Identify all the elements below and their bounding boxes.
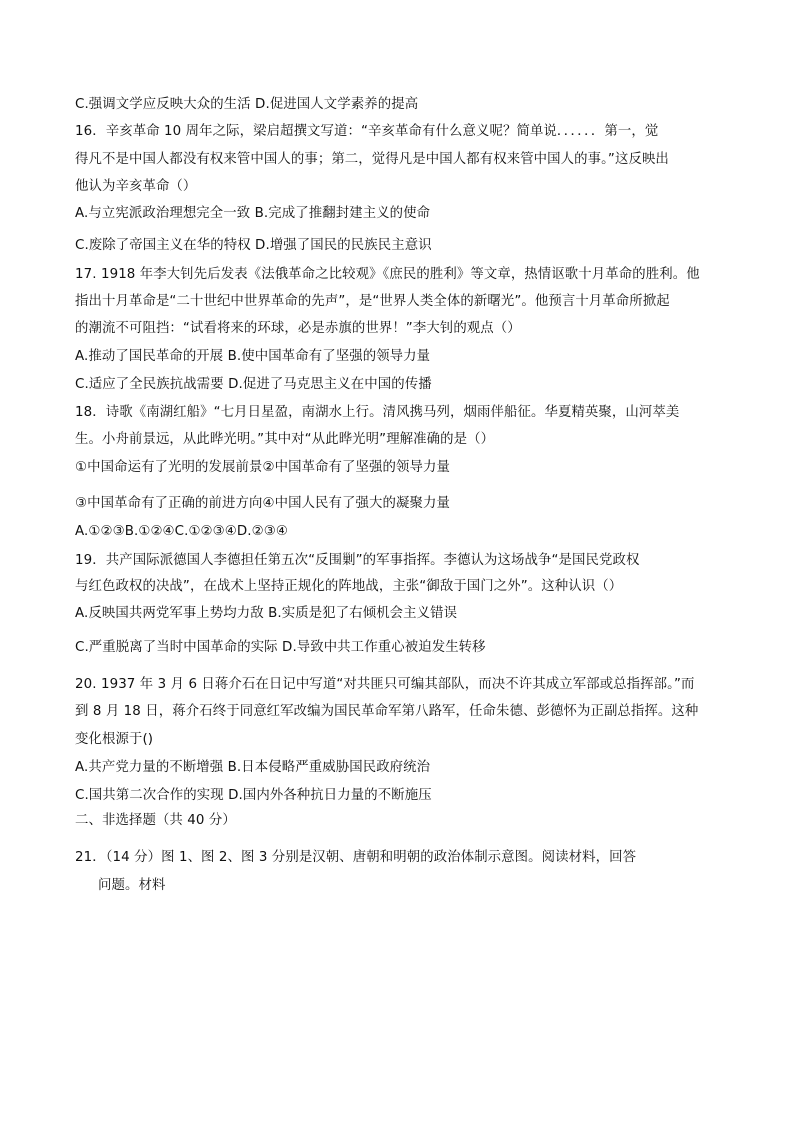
q17-stem-line-2: 指出十月革命是“二十世纪中世界革命的先声”，是“世界人类全体的新曙光”。他预言十月革命所掀起 xyxy=(75,294,670,309)
q18-stem-line-2: 生。小舟前景远，从此晔光明。”其中对“从此晔光明”理解准确的是（） xyxy=(75,432,495,447)
section-2-title: 二、非选择题（共 40 分） xyxy=(75,813,236,828)
q18-options: A.①②③B.①②④C.①②③④D.②③④ xyxy=(75,524,288,539)
q19-stem-line-1: 19．共产国际派德国人李德担任第五次“反围剿”的军事指挥。李德认为这场战争“是国民党政权 xyxy=(75,553,640,568)
q18-items-3-4: ③中国革命有了正确的前进方向④中国人民有了强大的凝聚力量 xyxy=(75,496,450,511)
q17-stem-line-3: 的潮流不可阻挡：“试看将来的环球，必是赤旗的世界！”李大钊的观点（） xyxy=(75,321,521,336)
q16-options-cd: C.废除了帝国主义在华的特权 D.增强了国民的民族民主意识 xyxy=(75,238,432,253)
q19-options-ab: A.反映国共两党军事上势均力敌 B.实质是犯了右倾机会主义错误 xyxy=(75,606,458,621)
q20-options-ab: A.共产党力量的不断增强 B.日本侵略严重威胁国民政府统治 xyxy=(75,760,431,775)
q18-stem-line-1: 18．诗歌《南湖红船》“七月日星盈，南湖水上行。清风携马列，烟雨伴船征。华夏精英聚，山河萃美 xyxy=(75,405,680,420)
q17-stem-line-1: 17. 1918 年李大钊先后发表《法俄革命之比较观》《庶民的胜利》等文章，热情讴歌十月革命的胜利。他 xyxy=(75,267,700,282)
q21-stem-line-2: 问题。材料 xyxy=(98,878,166,893)
q20-stem-line-1: 20. 1937 年 3 月 6 日蒋介石在日记中写道“对共匪只可编其部队，而决不许其成立军部或总指挥部。”而 xyxy=(75,677,695,692)
q16-stem-line-2: 得凡不是中国人都没有权来管中国人的事；第二，觉得凡是中国人都有权来管中国人的事。”这反映出 xyxy=(75,152,669,167)
q16-stem-line-3: 他认为辛亥革命（） xyxy=(75,179,197,194)
q21-stem-line-1: 21．（14 分）图 1、图 2、图 3 分别是汉朝、唐朝和明朝的政治体制示意图。阅读材料，回答 xyxy=(75,850,637,865)
q19-options-cd: C.严重脱离了当时中国革命的实际 D.导致中共工作重心被迫发生转移 xyxy=(75,640,486,655)
q17-options-ab: A.推动了国民革命的开展 B.使中国革命有了坚强的领导力量 xyxy=(75,349,431,364)
q17-options-cd: C.适应了全民族抗战需要 D.促进了马克思主义在中国的传播 xyxy=(75,377,432,392)
q20-stem-line-3: 变化根源于() xyxy=(75,732,154,747)
q19-stem-line-2: 与红色政权的决战”，在战术上坚持正规化的阵地战，主张“御敌于国门之外”。这种认识（） xyxy=(75,579,623,594)
q20-options-cd: C.国共第二次合作的实现 D.国内外各种抗日力量的不断施压 xyxy=(75,788,432,803)
q16-options-ab: A.与立宪派政治理想完全一致 B.完成了推翻封建主义的使命 xyxy=(75,206,431,221)
q18-items-1-2: ①中国命运有了光明的发展前景②中国革命有了坚强的领导力量 xyxy=(75,460,450,475)
q20-stem-line-2: 到 8 月 18 日，蒋介石终于同意红军改编为国民革命军第八路军，任命朱德、彭德怀为正副总指挥。这种 xyxy=(75,704,699,719)
q15-options-cd: C.强调文学应反映大众的生活 D.促进国人文学素养的提高 xyxy=(75,97,419,112)
q16-stem-line-1: 16．辛亥革命 10 周年之际，梁启超撰文写道：“辛亥革命有什么意义呢？简单说．．．．．．第一，觉 xyxy=(75,124,659,139)
